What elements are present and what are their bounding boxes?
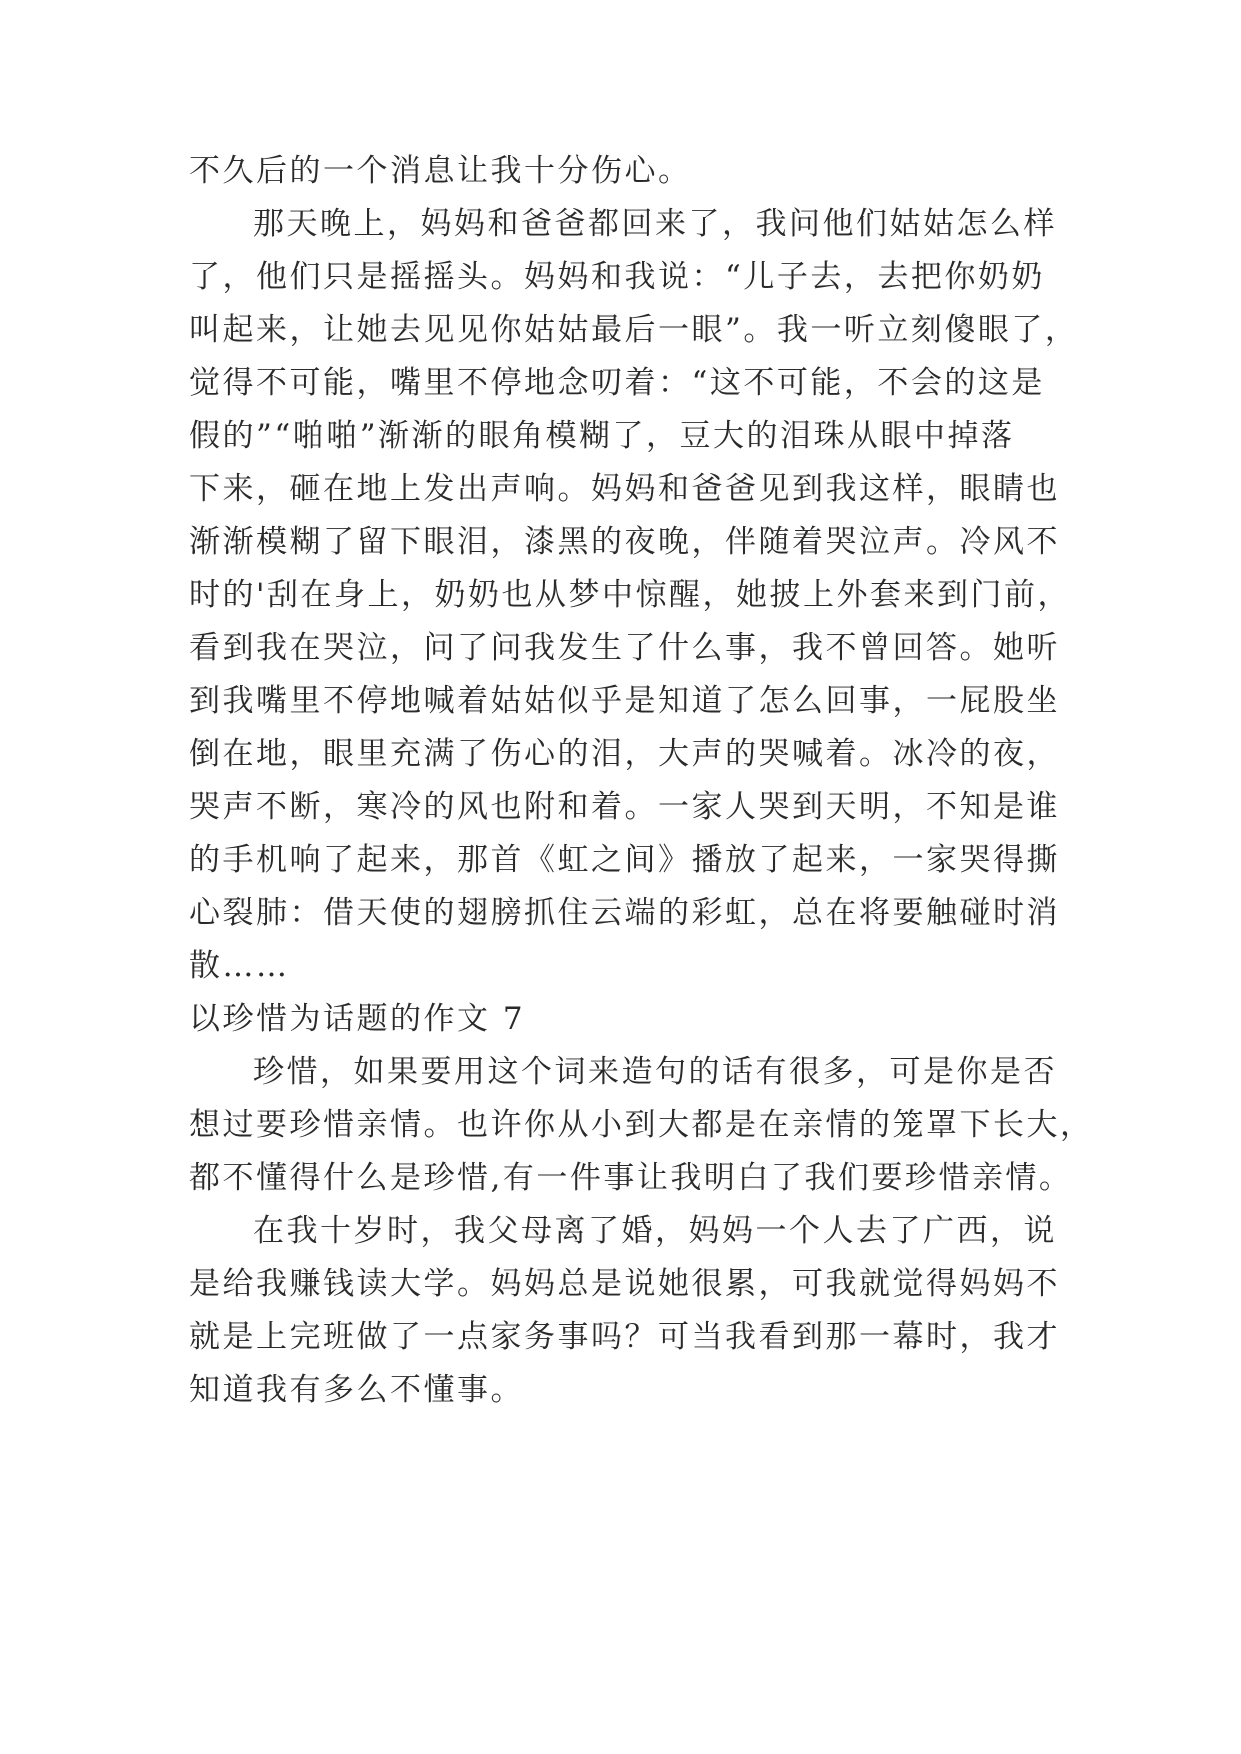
text-line: 是给我赚钱读大学。妈妈总是说她很累，可我就觉得妈妈不 xyxy=(189,1266,1060,1302)
text-line: 知道我有多么不懂事。 xyxy=(189,1372,524,1408)
text-line: 时的'刮在身上，奶奶也从梦中惊醒，她披上外套来到门前， xyxy=(189,577,1072,613)
paragraph-first-line: 珍惜，如果要用这个词来造句的话有很多，可是你是否 xyxy=(253,1054,1057,1090)
text-line: 就是上完班做了一点家务事吗？可当我看到那一幕时，我才 xyxy=(189,1319,1060,1355)
paragraph-first-line: 那天晚上，妈妈和爸爸都回来了，我问他们姑姑怎么样 xyxy=(253,206,1057,242)
text-line: 假的”“啪啪”渐渐的眼角模糊了，豆大的泪珠从眼中掉落 xyxy=(189,418,1015,454)
text-line: 到我嘴里不停地喊着姑姑似乎是知道了怎么回事，一屁股坐 xyxy=(189,683,1060,719)
paragraph-first-line: 在我十岁时，我父母离了婚，妈妈一个人去了广西，说 xyxy=(253,1213,1057,1249)
text-line: 不久后的一个消息让我十分伤心。 xyxy=(189,153,692,189)
section-heading: 以珍惜为话题的作文 7 xyxy=(189,1001,526,1037)
text-line: 心裂肺：借天使的翅膀抓住云端的彩虹，总在将要触碰时消 xyxy=(189,895,1060,931)
text-line: 想过要珍惜亲情。也许你从小到大都是在亲情的笼罩下长大， xyxy=(189,1107,1094,1143)
text-line: 哭声不断，寒冷的风也附和着。一家人哭到天明，不知是谁 xyxy=(189,789,1060,825)
text-line: 觉得不可能，嘴里不停地念叨着：“这不可能，不会的这是 xyxy=(189,365,1045,401)
text-line: 叫起来，让她去见见你姑姑最后一眼”。我一听立刻傻眼了， xyxy=(189,312,1079,348)
text-line: 的手机响了起来，那首《虹之间》播放了起来，一家哭得撕 xyxy=(189,842,1060,878)
text-line: 散…… xyxy=(189,948,290,984)
text-line: 下来，砸在地上发出声响。妈妈和爸爸见到我这样，眼睛也 xyxy=(189,471,1060,507)
text-line: 了，他们只是摇摇头。妈妈和我说：“儿子去，去把你奶奶 xyxy=(189,259,1045,295)
text-line: 看到我在哭泣，问了问我发生了什么事，我不曾回答。她听 xyxy=(189,630,1060,666)
text-line: 渐渐模糊了留下眼泪，漆黑的夜晚，伴随着哭泣声。冷风不 xyxy=(189,524,1060,560)
text-line: 都不懂得什么是珍惜,有一件事让我明白了我们要珍惜亲情。 xyxy=(189,1160,1073,1196)
text-line: 倒在地，眼里充满了伤心的泪，大声的哭喊着。冰冷的夜， xyxy=(189,736,1060,772)
